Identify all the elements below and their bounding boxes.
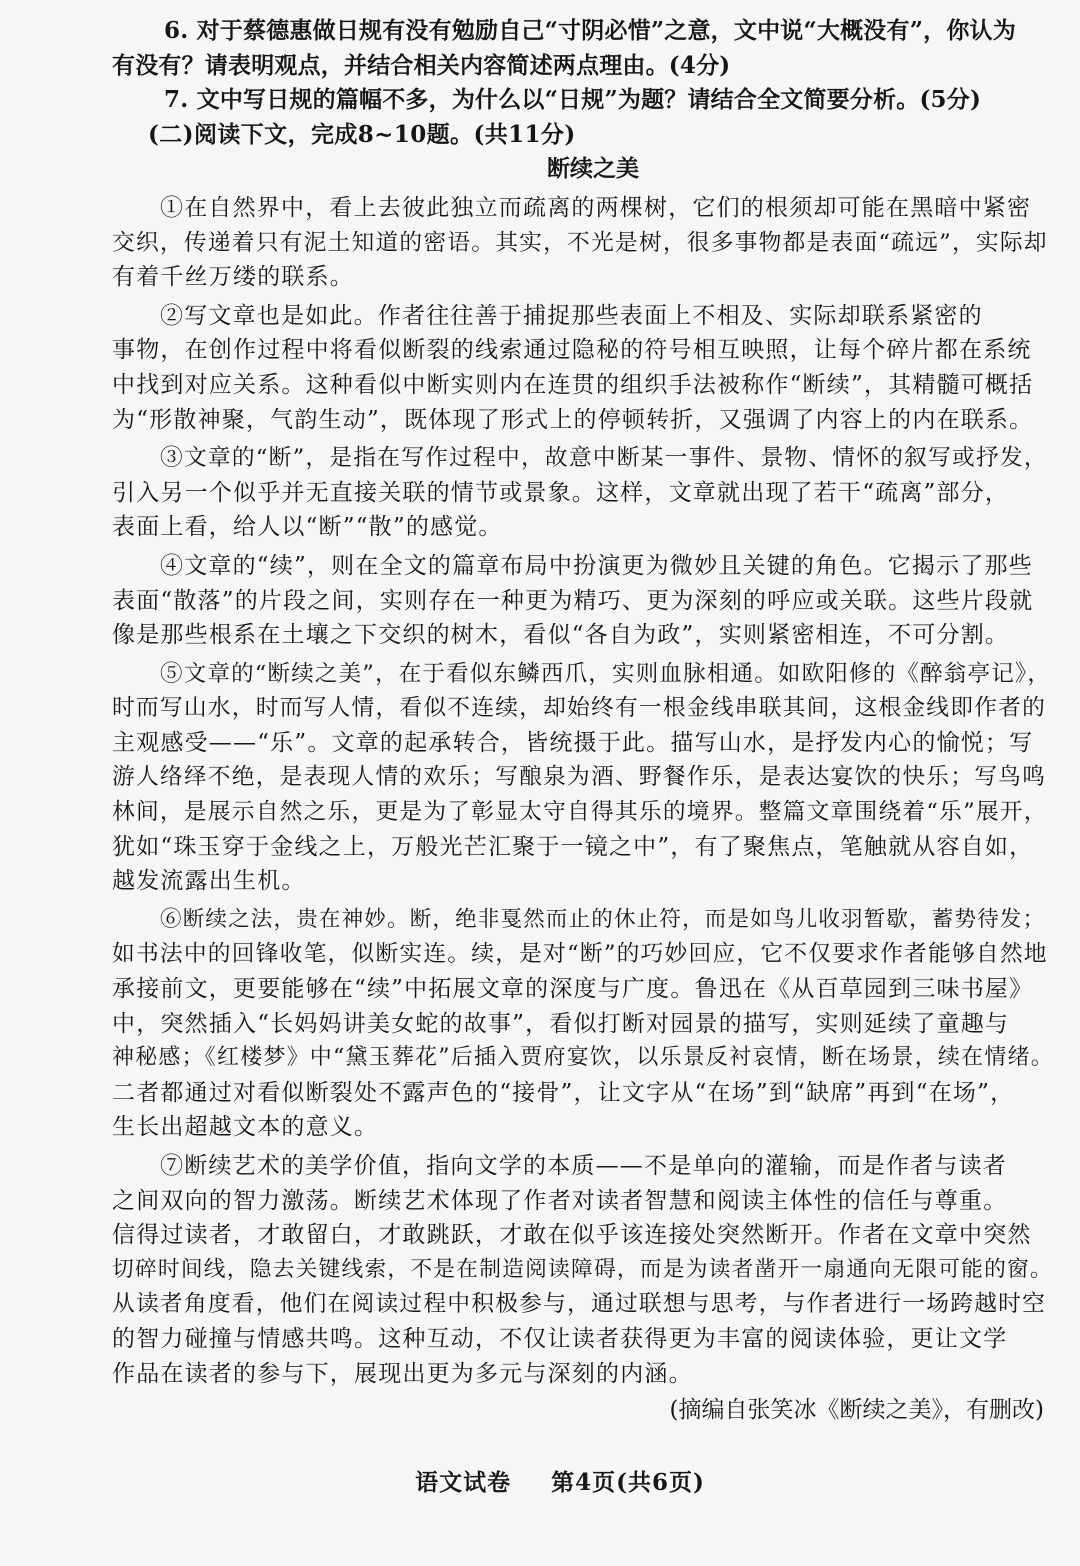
paragraph-line: 主观感受——“乐”。文章的起承转合，皆统摄于此。描写山水，是抒发内心的愉悦；写 xyxy=(112,729,1034,756)
question-6-line-2: 有没有？请表明观点，并结合相关内容简述两点理由。(4分) xyxy=(112,51,731,79)
paragraph-line: 交织，传递着只有泥土知道的密语。其实，不光是树，很多事物都是表面“疏远”，实际却 xyxy=(112,229,1048,256)
paragraph-line: 事物，在创作过程中将看似断裂的线索通过隐秘的符号相互映照，让每个碎片都在系统 xyxy=(112,337,1032,364)
question-7 xyxy=(112,83,1054,118)
article-title: 断续之美 xyxy=(547,155,639,183)
paragraph-3 xyxy=(112,441,1054,545)
page-footer xyxy=(0,1464,1080,1497)
paragraph-line: 中，突然插入“长妈妈讲美女蛇的故事”，看似打断对园景的描写，实则延续了童趣与 xyxy=(112,1010,1010,1037)
paragraph-line: 从读者角度看，他们在阅读过程中积极参与，通过联想与思考，与作者进行一场跨越时空 xyxy=(112,1291,1047,1318)
article-body xyxy=(112,191,1054,1391)
paragraph-line: ④文章的“续”，则在全文的篇章布局中扮演更为微妙且关键的角色。它揭示了那些 xyxy=(160,552,1033,579)
footer-subject: 语文试卷 xyxy=(415,1469,512,1496)
paragraph-line: ⑤文章的“断续之美”，在于看似东鳞西爪，实则血脉相通。如欧阳修的《醉翁亭记》， xyxy=(160,660,1052,687)
paragraph-line: ⑦断续艺术的美学价值，指向文学的本质——不是单向的灌输，而是作者与读者 xyxy=(160,1153,1007,1179)
paragraph-line: 神秘感；《红楼梦》中“黛玉葬花”后插入贾府宴饮，以乐景反衬哀情，断在场景，续在情绪。 xyxy=(112,1045,1054,1071)
paragraph-4 xyxy=(112,549,1054,653)
paragraph-line: 二者都通过对看似断裂处不露声色的“接骨”，让文字从“在场”到“缺席”再到“在场”， xyxy=(112,1079,1015,1106)
paragraph-line: ①在自然界中，看上去彼此独立而疏离的两棵树，它们的根须却可能在黑暗中紧密 xyxy=(160,194,1032,221)
paragraph-line: 之间双向的智力激荡。断续艺术体现了作者对读者智慧和阅读主体性的信任与尊重。 xyxy=(112,1187,1008,1214)
paragraph-line: 中找到对应关系。这种看似中断实则内在连贯的组织手法被称作“断续”，其精髓可概括 xyxy=(112,371,1034,398)
paragraph-6 xyxy=(112,903,1054,1145)
paragraph-line: 承接前文，更要能够在“续”中拓展文章的深度与广度。鲁迅在《从百草园到三味书屋》 xyxy=(112,976,1034,1003)
paragraph-line: 林间，是展示自然之乐，更是为了彰显太守自得其乐的境界。整篇文章围绕着“乐”展开， xyxy=(112,799,1048,826)
paragraph-line: 作品在读者的参与下，展现出更为多元与深刻的内涵。 xyxy=(112,1360,693,1387)
paragraph-line: 为“形散神聚，气韵生动”，既体现了形式上的停顿转折，又强调了内容上的内在联系。 xyxy=(112,406,1034,433)
paragraph-line: 表面“散落”的片段之间，实则存在一种更为精巧、更为深刻的呼应或关联。这些片段就 xyxy=(112,587,1034,614)
paragraph-line: 表面上看，给人以“断”“散”的感觉。 xyxy=(112,514,503,541)
question-7-line-1: 7. 文中写日规的篇幅不多，为什么以“日规”为题？请结合全文简要分析。(5分) xyxy=(164,86,982,114)
paragraph-line: 游人络绎不绝，是表现人情的欢乐；写酿泉为酒、野餐作乐，是表达宴饮的快乐；写鸟鸣 xyxy=(112,764,1047,791)
question-6-line-1: 6. 对于蔡德惠做日规有没有勉励自己“寸阴必惜”之意，文中说“大概没有”，你认为 xyxy=(164,17,1016,44)
paragraph-line: 越发流露出生机。 xyxy=(112,868,306,895)
paragraph-7 xyxy=(112,1149,1054,1391)
paragraph-line: ⑥断续之法，贵在神妙。断，绝非戛然而止的休止符，而是如鸟儿收羽暂歇，蓄势待发； xyxy=(160,906,1046,932)
paragraph-line: 犹如“珠玉穿于金线之上，万般光芒汇聚于一镜之中”，有了聚焦点，笔触就从容自如， xyxy=(112,833,1034,860)
paragraph-line: ③文章的“断”，是指在写作过程中，故意中断某一事件、景物、情怀的叙写或抒发， xyxy=(160,445,1048,472)
paragraph-2 xyxy=(112,299,1054,437)
paragraph-line: 切碎时间线，隐去关键线索，不是在制造阅读障碍，而是为读者凿开一扇通向无限可能的窗。 xyxy=(112,1256,1053,1282)
paragraph-line: 信得过读者，才敢留白，才敢跳跃，才敢在似乎该连接处突然断开。作者在文章中突然 xyxy=(112,1222,1032,1249)
question-6 xyxy=(112,14,1054,83)
paragraph-1 xyxy=(112,191,1054,295)
section-heading: (二)阅读下文，完成8~10题。(共11分) xyxy=(148,120,576,148)
paragraph-line: 有着千丝万缕的联系。 xyxy=(112,264,354,291)
exam-page xyxy=(112,14,1054,1428)
paragraph-line: 时而写山水，时而写人情，看似不连续，却始终有一根金线串联其间，这根金线即作者的 xyxy=(112,695,1047,722)
paragraph-line: 生长出超越文本的意义。 xyxy=(112,1114,379,1141)
paragraph-line: 引入另一个似乎并无直接关联的情节或景象。这样，文章就出现了若干“疏离”部分， xyxy=(112,479,1010,506)
paragraph-5 xyxy=(112,657,1054,899)
paragraph-line: 像是那些根系在土壤之下交织的树木，看似“各自为政”，实则紧密相连，不可分割。 xyxy=(112,622,1010,649)
paragraph-line: 的智力碰撞与情感共鸣。这种互动，不仅让读者获得更为丰富的阅读体验，更让文学 xyxy=(112,1325,1008,1352)
paragraph-line: ②写文章也是如此。作者往往善于捕捉那些表面上不相及、实际却联系紧密的 xyxy=(160,302,983,329)
source-citation: (摘编自张笑冰《断续之美》，有删改) xyxy=(669,1397,1044,1424)
footer-page-number: 第4页(共6页) xyxy=(551,1469,705,1496)
paragraph-line: 如书法中的回锋收笔，似断实连。续，是对“断”的巧妙回应，它不仅要求作者能够自然地 xyxy=(112,941,1048,968)
